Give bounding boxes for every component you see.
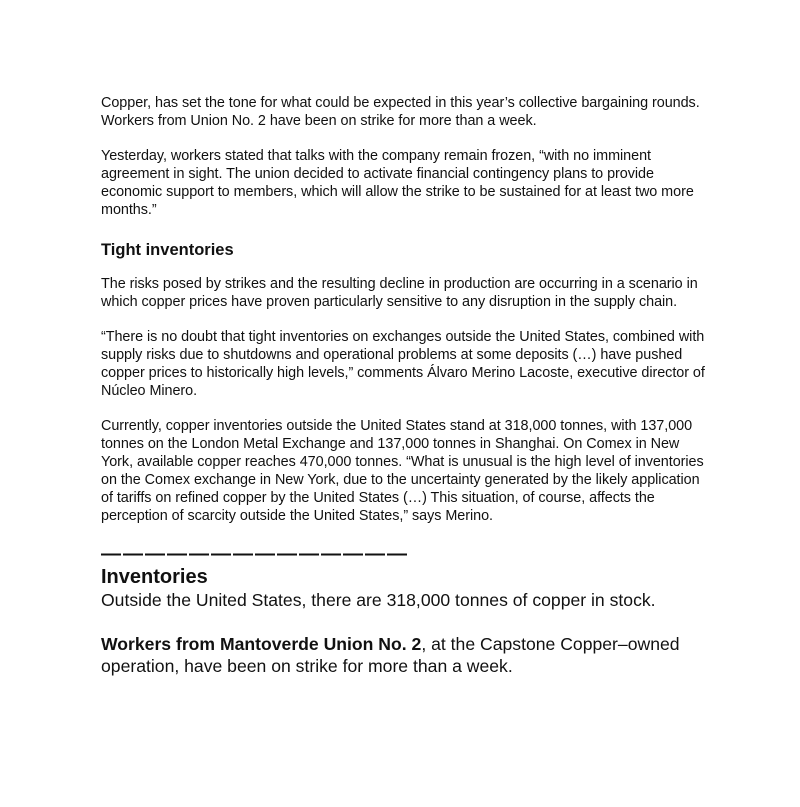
intro-paragraph-2: Yesterday, workers stated that talks with the company remain frozen, “with no imminent agreement in sight. The union decided to activate financial contingency plans to provide economic support to members, which will allow the strike to be sustained for at least two more months.” bbox=[101, 148, 694, 218]
workers-note-rest: , at the Capstone Copper–owned operation, have been on strike for more than a week. bbox=[101, 634, 680, 676]
section-paragraph-2: “There is no doubt that tight inventories on exchanges outside the United States, combined with supply risks due to shutdowns and operational problems at some deposits (…) have pushed copper prices to historically high levels,” comments Álvaro Merino Lacoste, executive director of Núcleo Minero. bbox=[101, 329, 705, 399]
inventories-stat: Outside the United States, there are 318,000 tonnes of copper in stock. bbox=[101, 590, 656, 610]
inventories-heading: Inventories bbox=[101, 566, 208, 588]
workers-note bbox=[101, 633, 711, 677]
dashed-divider: —————————————— bbox=[101, 543, 409, 565]
section-heading-tight-inventories: Tight inventories bbox=[101, 241, 234, 259]
article-page bbox=[101, 94, 711, 677]
intro-paragraph-1: Copper, has set the tone for what could be expected in this year’s collective bargaining rounds. Workers from Union No. 2 have been on strike for more than a week. bbox=[101, 95, 700, 129]
workers-note-bold: Workers from Mantoverde Union No. 2 bbox=[101, 634, 422, 654]
section-paragraph-1: The risks posed by strikes and the resulting decline in production are occurring in a scenario in which copper prices have proven particularly sensitive to any disruption in the supply chain. bbox=[101, 276, 698, 310]
section-paragraph-3: Currently, copper inventories outside the United States stand at 318,000 tonnes, with 137,000 tonnes on the London Metal Exchange and 137,000 tonnes in Shanghai. On Comex in New York, available copper reaches 470,000 tonnes. “What is unusual is the high level of inventories on the Comex exchange in New York, due to the uncertainty generated by the likely application of tariffs on refined copper by the United States (…) This situation, of course, affects the perception of scarcity outside the United States,” says Merino. bbox=[101, 418, 704, 524]
